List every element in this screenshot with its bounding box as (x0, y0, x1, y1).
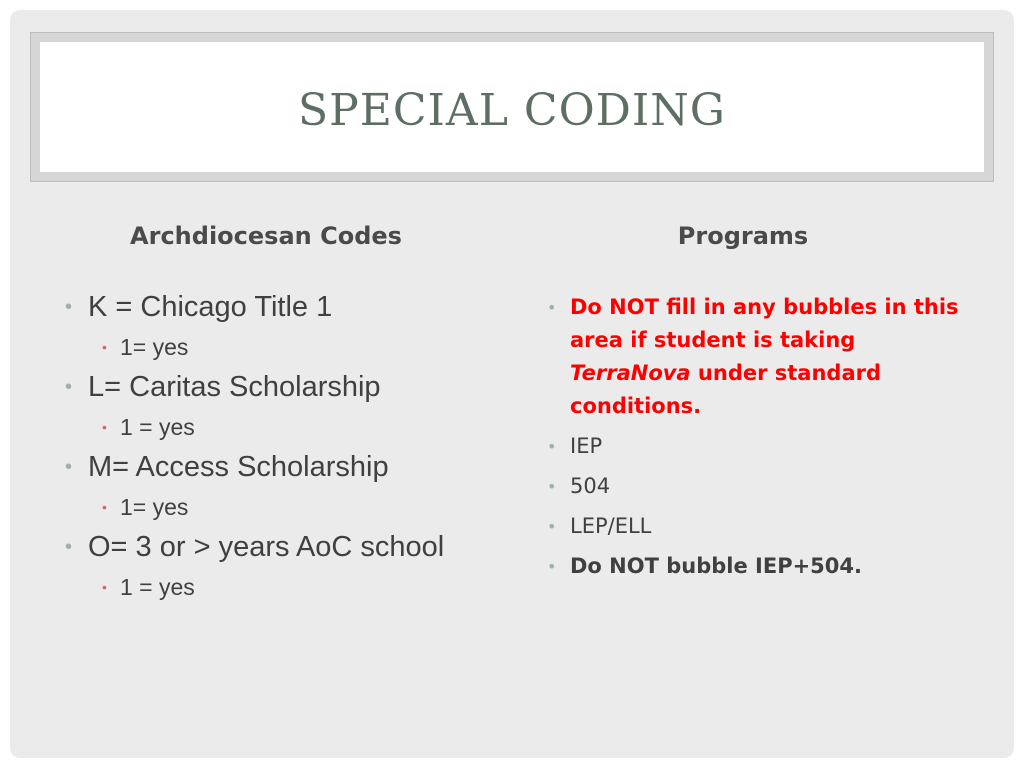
programs-note (535, 550, 975, 583)
program-item-text: LEP/ELL (570, 514, 652, 538)
code-item-text: L= Caritas Scholarship (88, 371, 381, 403)
program-item-lep-ell (535, 510, 975, 543)
program-item-iep (535, 430, 975, 463)
warning-text-part1: Do NOT fill in any bubbles in this area if student is taking (570, 295, 959, 352)
code-item-m (60, 448, 485, 486)
left-column-heading: Archdiocesan Codes (130, 222, 402, 250)
bullet-icon: • (547, 557, 557, 576)
code-item-l (60, 368, 485, 406)
code-subitem-text: 1= yes (120, 334, 189, 360)
bullet-icon: • (102, 579, 107, 595)
program-item-text: 504 (570, 474, 611, 498)
code-subitem-text: 1 = yes (120, 574, 195, 600)
program-item-504 (535, 470, 975, 503)
code-item-o (60, 528, 485, 566)
program-item-text: IEP (570, 434, 603, 458)
code-item-k (60, 288, 485, 326)
bullet-icon: • (547, 517, 557, 536)
title-frame (30, 32, 994, 182)
bullet-icon: • (65, 536, 73, 558)
bullet-icon: • (65, 296, 73, 318)
archdiocesan-codes-list (60, 282, 485, 602)
code-subitem-text: 1= yes (120, 494, 189, 520)
slide-title: SPECIAL CODING (298, 84, 726, 136)
code-subitem-o (60, 572, 485, 602)
programs-list (535, 284, 975, 583)
code-item-text: M= Access Scholarship (88, 451, 389, 483)
title-box (40, 42, 984, 172)
bullet-icon: • (65, 456, 73, 478)
note-text: Do NOT bubble IEP+504. (570, 554, 862, 578)
warning-text-part2: under standard conditions. (570, 361, 882, 418)
code-subitem-l (60, 412, 485, 442)
code-subitem-m (60, 492, 485, 522)
warning-text (570, 295, 959, 418)
programs-warning (535, 291, 975, 423)
bullet-icon: • (547, 437, 557, 456)
code-item-text: K = Chicago Title 1 (88, 291, 333, 323)
code-item-text: O= 3 or > years AoC school (88, 531, 445, 563)
bullet-icon: • (547, 298, 557, 317)
bullet-icon: • (547, 477, 557, 496)
code-subitem-text: 1 = yes (120, 414, 195, 440)
bullet-icon: • (102, 499, 107, 515)
bullet-icon: • (65, 376, 73, 398)
warning-emphasis: TerraNova (570, 361, 691, 385)
bullet-icon: • (102, 339, 107, 355)
bullet-icon: • (102, 419, 107, 435)
code-subitem-k (60, 332, 485, 362)
right-column-heading: Programs (677, 222, 809, 250)
